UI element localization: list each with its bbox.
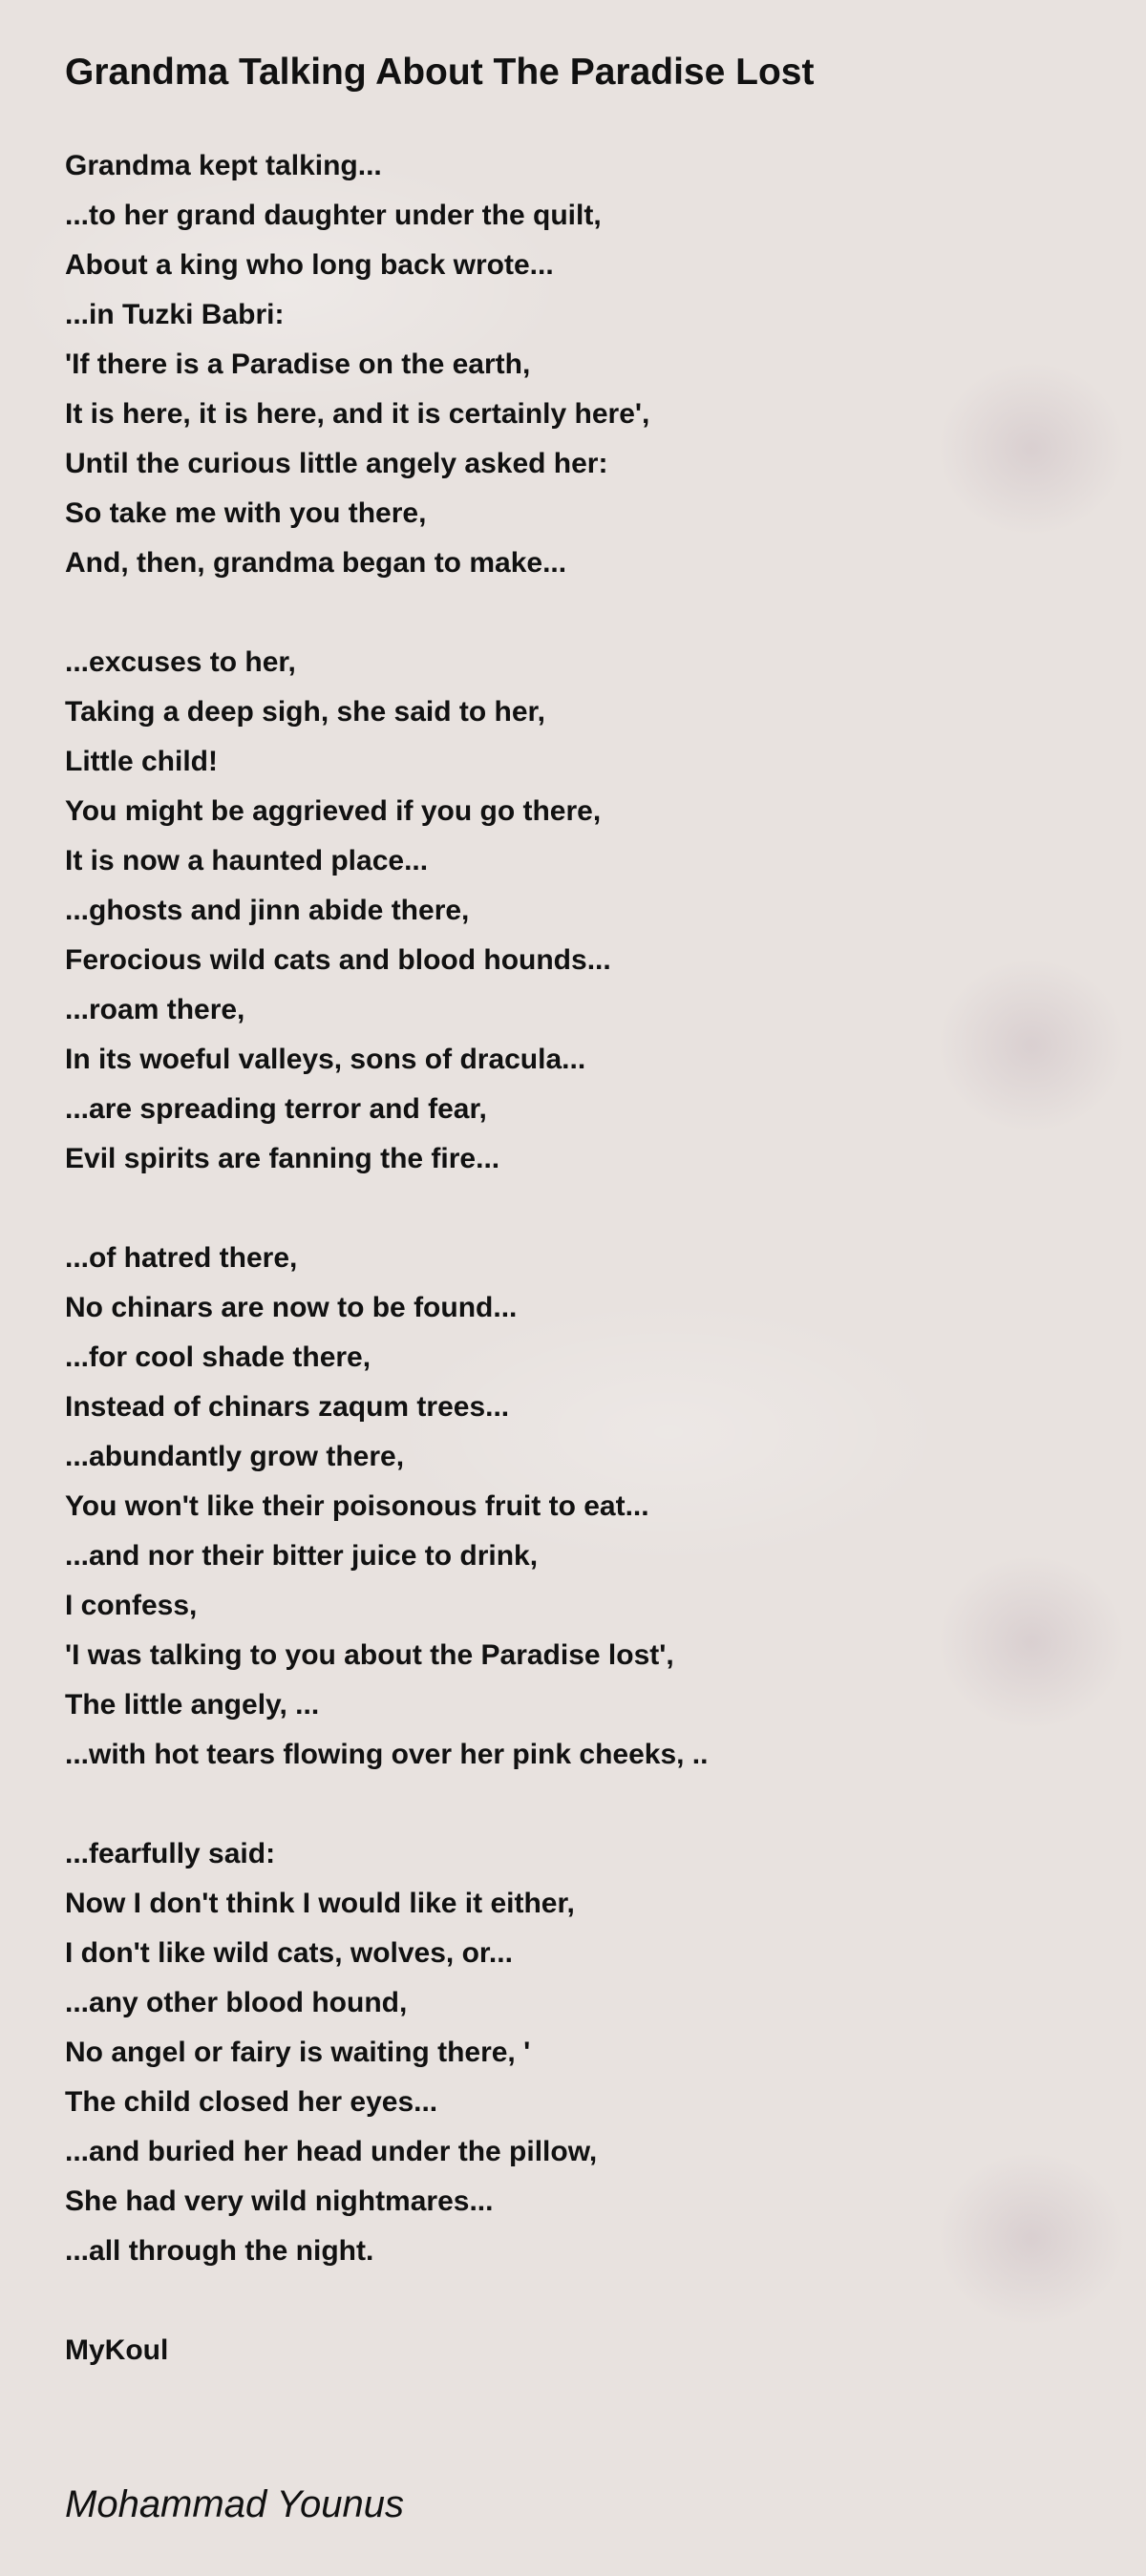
poem-signature: MyKoul: [65, 2334, 169, 2366]
poem-line: You might be aggrieved if you go there,: [65, 795, 602, 827]
poem-line: ...and nor their bitter juice to drink,: [65, 1540, 539, 1572]
stanza: [65, 141, 1077, 588]
stanza-signature: [65, 2326, 1077, 2375]
poem-line: Grandma kept talking...: [65, 150, 382, 181]
poem-line: Until the curious little angely asked her:: [65, 448, 608, 479]
poem-line: In its woeful valleys, sons of dracula...: [65, 1044, 586, 1075]
poem-line: The little angely, ...: [65, 1689, 320, 1721]
poem-line: No angel or fairy is waiting there, ': [65, 2037, 531, 2068]
poem-line: Evil spirits are fanning the fire...: [65, 1143, 500, 1174]
poem-line: So take me with you there,: [65, 497, 427, 529]
poem-line: ...roam there,: [65, 994, 245, 1025]
poem-line: ...of hatred there,: [65, 1242, 298, 1274]
poem-line: ...for cool shade there,: [65, 1341, 371, 1373]
poem-line: The child closed her eyes...: [65, 2086, 438, 2118]
poem-line: It is here, it is here, and it is certainly here',: [65, 398, 650, 430]
poem-line: You won't like their poisonous fruit to eat...: [65, 1490, 649, 1522]
poem-line: It is now a haunted place...: [65, 845, 429, 876]
poem-line: Taking a deep sigh, she said to her,: [65, 696, 545, 728]
poem-line: And, then, grandma began to make...: [65, 547, 567, 579]
author-name: Mohammad Younus: [65, 2483, 405, 2525]
poem-line: ...abundantly grow there,: [65, 1441, 405, 1472]
poem-line: ...excuses to her,: [65, 646, 296, 678]
poem-line: ...in Tuzki Babri:: [65, 299, 285, 330]
poem-line: Instead of chinars zaqum trees...: [65, 1391, 510, 1423]
poem-line: She had very wild nightmares...: [65, 2185, 494, 2217]
poem-line: ...to her grand daughter under the quilt,: [65, 200, 602, 231]
stanza: [65, 1234, 1077, 1780]
poem-line: Little child!: [65, 746, 218, 777]
poem-line: No chinars are now to be found...: [65, 1292, 518, 1323]
stanza: [65, 638, 1077, 1184]
poem-line: ...with hot tears flowing over her pink cheeks, ..: [65, 1739, 709, 1770]
stanza: [65, 1829, 1077, 2276]
poem-line: About a king who long back wrote...: [65, 249, 554, 281]
poem-line: 'I was talking to you about the Paradise lost',: [65, 1639, 674, 1671]
poem-body: [65, 141, 1077, 2425]
poem-line: ...and buried her head under the pillow,: [65, 2136, 598, 2167]
poem-line: ...ghosts and jinn abide there,: [65, 895, 470, 926]
poem-line: ...fearfully said:: [65, 1838, 276, 1869]
poem-line: ...all through the night.: [65, 2235, 374, 2267]
poem-line: Now I don't think I would like it either,: [65, 1888, 575, 1919]
poem-line: I don't like wild cats, wolves, or...: [65, 1937, 513, 1969]
poem-line: Ferocious wild cats and blood hounds...: [65, 944, 611, 976]
poem-line: ...any other blood hound,: [65, 1987, 408, 2018]
poem-line: I confess,: [65, 1590, 198, 1621]
poem-line: ...are spreading terror and fear,: [65, 1093, 487, 1125]
poem-line: 'If there is a Paradise on the earth,: [65, 348, 531, 380]
poem-title: Grandma Talking About The Paradise Lost: [65, 52, 815, 93]
